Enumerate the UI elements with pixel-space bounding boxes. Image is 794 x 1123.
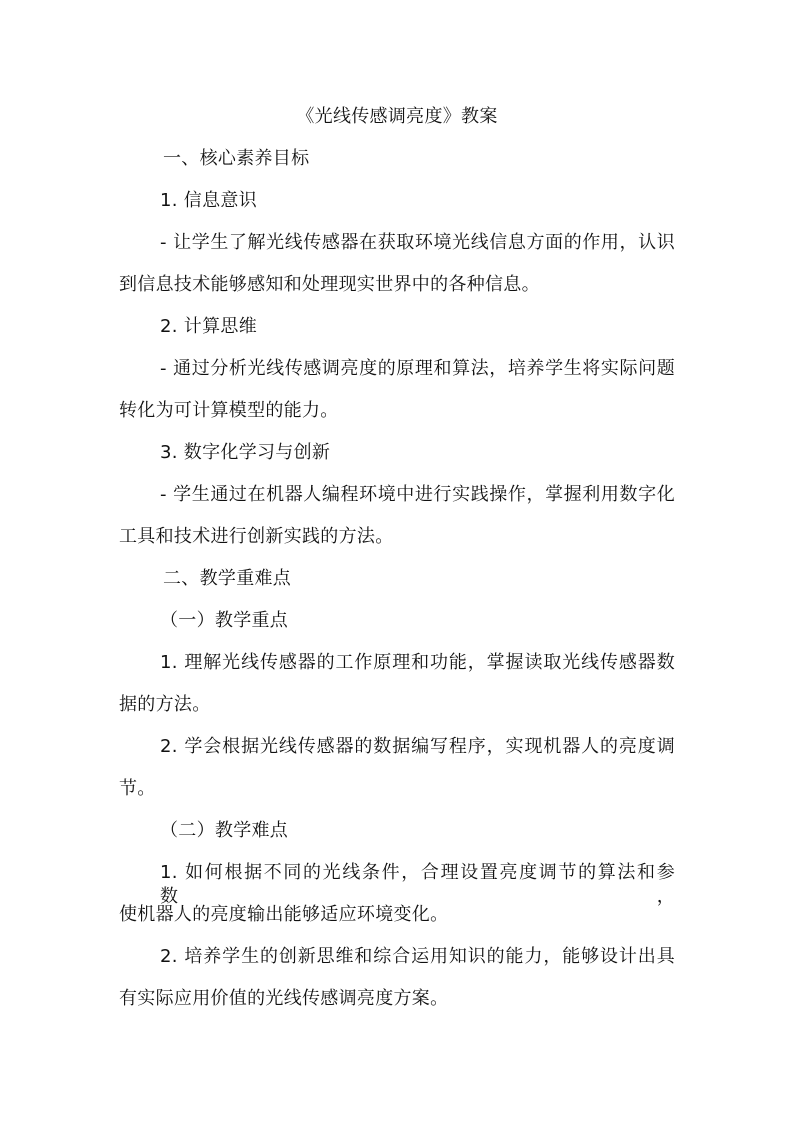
subsection-heading-key-points: （一）教学重点	[160, 610, 289, 631]
item-heading-information-awareness: 1. 信息意识	[160, 190, 257, 211]
item-heading-digital-learning: 3. 数字化学习与创新	[160, 442, 331, 463]
paragraph-line: - 让学生了解光线传感器在获取环境光线信息方面的作用，认识	[160, 232, 675, 253]
paragraph-line: 2. 培养学生的创新思维和综合运用知识的能力，能够设计出具	[160, 946, 675, 967]
item-heading-computational-thinking: 2. 计算思维	[160, 316, 257, 337]
paragraph-line: 到信息技术能够感知和处理现实世界中的各种信息。	[119, 274, 540, 295]
paragraph-line: 节。	[119, 778, 156, 799]
section-heading-key-difficult-points: 二、教学重难点	[163, 568, 292, 589]
section-heading-core-goals: 一、核心素养目标	[163, 148, 310, 169]
paragraph-line: 工具和技术进行创新实践的方法。	[119, 526, 394, 547]
paragraph-line: 1. 理解光线传感器的工作原理和功能，掌握读取光线传感器数	[160, 652, 675, 673]
paragraph-line: 有实际应用价值的光线传感调亮度方案。	[119, 988, 449, 1009]
paragraph-line: - 学生通过在机器人编程环境中进行实践操作，掌握利用数字化	[160, 484, 675, 505]
document-title: 《光线传感调亮度》教案	[296, 106, 498, 127]
paragraph-line: - 通过分析光线传感调亮度的原理和算法，培养学生将实际问题	[160, 358, 675, 379]
subsection-heading-difficult-points: （二）教学难点	[160, 820, 289, 841]
paragraph-line: 1. 如何根据不同的光线条件，合理设置亮度调节的算法和参数，	[160, 862, 675, 907]
paragraph-line: 2. 学会根据光线传感器的数据编写程序，实现机器人的亮度调	[160, 736, 675, 757]
paragraph-line: 转化为可计算模型的能力。	[119, 400, 339, 421]
paragraph-line: 使机器人的亮度输出能够适应环境变化。	[119, 904, 449, 925]
paragraph-line: 据的方法。	[119, 694, 211, 715]
